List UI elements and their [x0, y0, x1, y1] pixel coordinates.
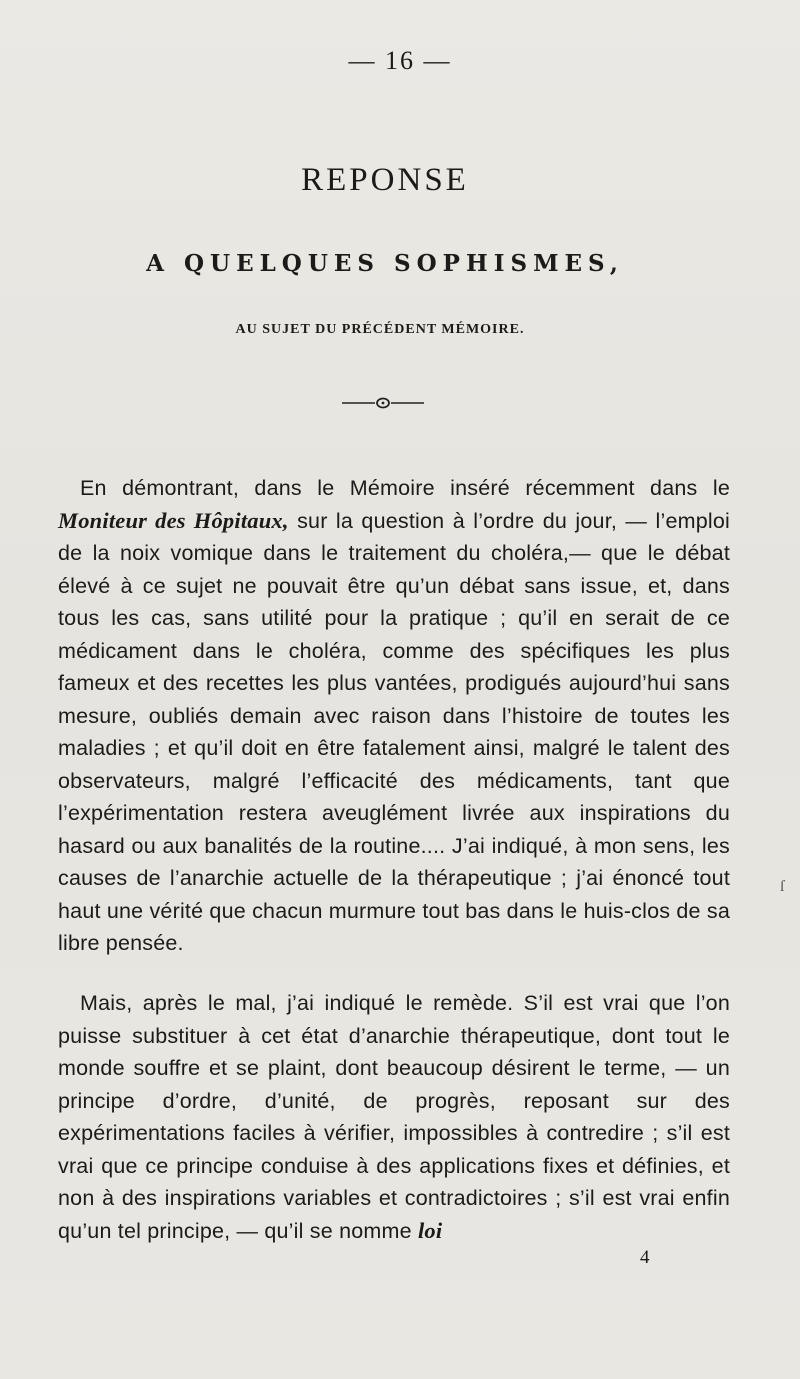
signature-mark: 4: [640, 1247, 650, 1268]
body-paragraph-2: [58, 987, 730, 1247]
ornament-divider-icon: [342, 392, 424, 412]
margin-annotation: ſ: [780, 878, 785, 895]
section-title: REPONSE: [301, 162, 469, 198]
section-subheading: AU SUJET DU PRÉCÉDENT MÉMOIRE.: [235, 322, 525, 337]
journal-title: Moniteur des Hôpitaux,: [58, 507, 289, 533]
paragraph-2-text: Mais, après le mal, j’ai indiqué le remède. S’il est vrai que l’on puisse substituer à cet état d’anarchie thérapeutique, dont tout le monde souffre et se plaint, dont beaucoup désirent le terme, — un principe d’ordre, d’unité, de progrès, reposant sur des expérimentations faciles à vérifier, impossibles à contredire ; s’il est vrai que ce principe conduise à des applications fixes et définies, et non à des inspirations variables et contradictoires ; s’il est vrai enfin qu’un tel principe, — qu’il se nomme: [58, 991, 730, 1243]
emphasis-word: loi: [417, 1217, 443, 1243]
body-paragraph-1: [58, 472, 730, 960]
paragraph-1-text-rest: sur la question à l’ordre du jour, — l’emploi de la noix vomique dans le traitement du choléra,— que le débat élevé à ce sujet ne pouvait être qu’un débat sans issue, et, dans tous les cas, sans utilité pour la pratique ; qu’il en serait de ce médicament dans le choléra, comme des spécifiques les plus fameux et des recettes les plus vantées, prodigués aujourd’hui sans mesure, oubliés demain avec raison dans l’histoire de toutes les maladies ; et qu’il doit en être fatalement ainsi, malgré le talent des observateurs, malgré l’efficacité des médicaments, tant que l’expérimentation restera aveuglément livrée aux inspirations du hasard ou aux banalités de la routine.... J’ai indiqué, à mon sens, les causes de l’anarchie actuelle de la thérapeutique ; j’ai énoncé tout haut une vérité que chacun murmure tout bas dans le huis-clos de sa libre pensée.: [58, 508, 730, 955]
section-subtitle: A QUELQUES SOPHISMES,: [146, 250, 624, 277]
page-number: — 16 —: [348, 46, 452, 75]
paragraph-1-text-start: En démontrant, dans le Mémoire inséré récemment dans le: [80, 476, 730, 500]
